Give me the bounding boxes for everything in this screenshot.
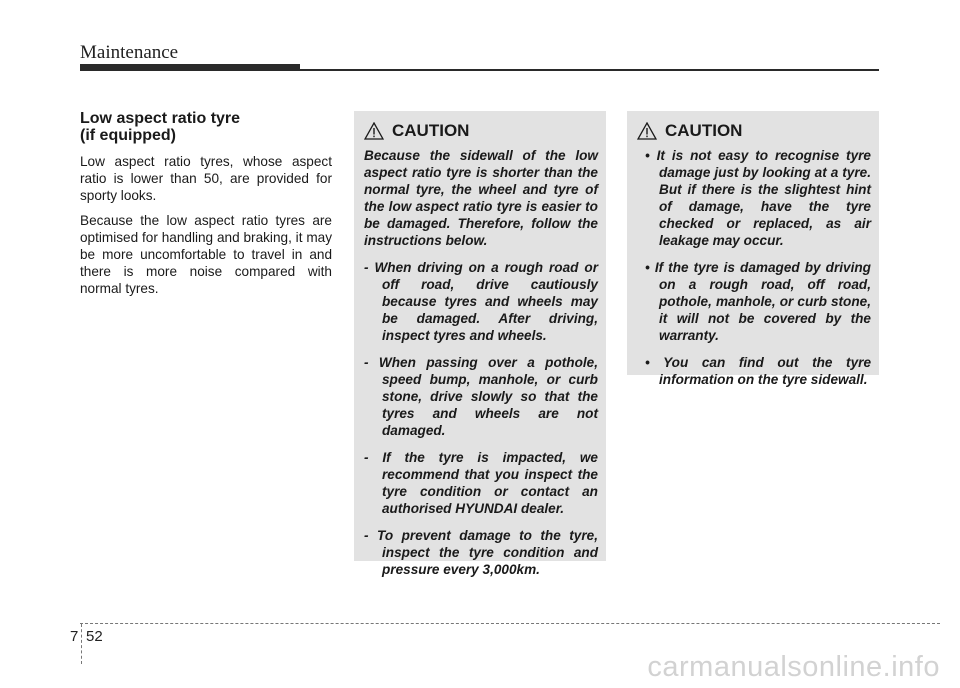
list-item: - If the tyre is impacted, we recommend that you inspect the tyre condition or contact an authorised HYUNDAI dealer.	[364, 450, 598, 516]
page-number: 52	[86, 628, 103, 645]
warning-triangle-icon	[637, 122, 657, 140]
warning-triangle-icon	[364, 122, 384, 140]
body-paragraph: Because the low aspect ratio tyres are optimised for handling and braking, it may be more uncomfortable to travel in and there is more noise compared with normal tyres.	[80, 213, 332, 296]
list-item: - When driving on a rough road or off road, drive cautiously because tyres and wheels may be damaged. After driving, inspect tyres and wheels.	[364, 260, 598, 343]
caution-title: CAUTION	[392, 121, 470, 140]
caution-bullet-list	[637, 147, 871, 388]
caution-dash-list	[364, 259, 598, 578]
list-item: • If the tyre is damaged by driving on a rough road, off road, pothole, manhole, or curb stone, it will not be covered by the warranty.	[645, 260, 871, 343]
list-item: - When passing over a pothole, speed bump, manhole, or curb stone, drive slowly so that the tyres and wheels are not damaged.	[364, 355, 598, 438]
header-rule	[300, 69, 879, 71]
caution-header	[637, 121, 871, 141]
caution-box-sidewall	[354, 111, 606, 577]
caution-title: CAUTION	[665, 121, 743, 140]
footer-divider	[81, 624, 82, 664]
body-paragraph: Low aspect ratio tyres, whose aspect ratio is lower than 50, are provided for sporty looks.	[80, 154, 332, 203]
section-low-aspect-ratio-tyre	[80, 110, 332, 305]
caution-box-damage	[627, 111, 879, 387]
header-title: Maintenance	[80, 42, 179, 63]
caution-header	[364, 121, 598, 141]
section-title	[80, 110, 332, 144]
footer-rule	[80, 623, 940, 624]
section-title-line1: Low aspect ratio tyre	[80, 110, 241, 127]
chapter-number: 7	[70, 628, 79, 645]
list-item: • You can find out the tyre information on the tyre sidewall.	[645, 355, 871, 387]
caution-intro: Because the sidewall of the low aspect ratio tyre is shorter than the normal tyre, the wheel and tyre of the low aspect ratio tyre is easier to be damaged. Therefore, follow the instructions below.	[364, 148, 598, 248]
list-item: - To prevent damage to the tyre, inspect the tyre condition and pressure every 3,000km.	[364, 528, 598, 577]
list-item: • It is not easy to recognise tyre damage just by looking at a tyre. But if there is the slightest hint of damage, have the tyre checked or replaced, as air leakage may occur.	[645, 148, 871, 248]
watermark-text: carmanualsonline.info	[647, 651, 940, 683]
section-title-line2: (if equipped)	[80, 127, 176, 144]
header-bar	[80, 64, 300, 71]
